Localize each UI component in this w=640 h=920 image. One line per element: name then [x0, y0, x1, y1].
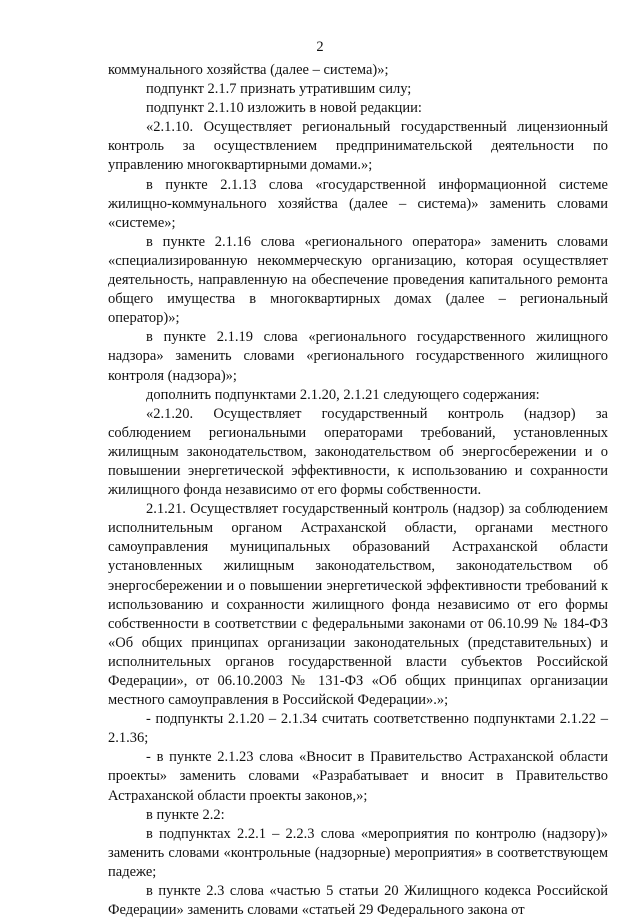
document-body — [108, 61, 608, 920]
paragraph: коммунального хозяйства (далее – система)»; — [108, 62, 389, 78]
paragraph: - в пункте 2.1.23 слова «Вносит в Правительство Астраханской области проекты» заменить словами «Разрабатывает и вносит в Правительство Астраханской области проекты законов,»; — [108, 749, 608, 804]
paragraph: в пункте 2.1.13 слова «государственной информационной системе жилищно-коммунального хозяйства (далее – система)» заменить словами «системе»; — [108, 176, 608, 231]
paragraph: 2.1.21. Осуществляет государственный контроль (надзор) за соблюдением исполнительным органом Астраханской области, органами местного самоуправления муниципальных образований Астраханской области установленных жилищным законодательством, законодательством об энергосбережении и о повышении энергетической эффективности требований к использованию и сохранности жилищного фонда независимо от его формы собственности в соответствии с федеральными законами от 06.10.99 № 184-ФЗ «Об общих принципах организации законодательных (представительных) и исполнительных органов государственной власти субъектов Российской Федерации», от 06.10.2003 № 131-ФЗ «Об общих принципах организации местного самоуправления в Российской Федерации».»; — [108, 501, 608, 709]
paragraph: в пункте 2.3 слова «частью 5 статьи 20 Жилищного кодекса Российской Федерации» заменить словами «статьей 29 Федерального закона от — [108, 883, 608, 919]
paragraph: - подпункты 2.1.20 – 2.1.34 считать соответственно подпунктами 2.1.22 – 2.1.36; — [108, 711, 608, 747]
paragraph: в пункте 2.1.16 слова «регионального оператора» заменить словами «специализированную некоммерческую организацию, которая осуществляет деятельность, направленную на обеспечение проведения капитального ремонта общего имущества в многоквартирных домах (далее – региональный оператор)»; — [108, 233, 608, 327]
paragraph: в подпунктах 2.2.1 – 2.2.3 слова «мероприятия по контролю (надзору)» заменить словами «контрольные (надзорные) мероприятия» в соответствующем падеже; — [108, 825, 608, 880]
paragraph: подпункт 2.1.10 изложить в новой редакции: — [146, 100, 422, 117]
page-number: 2 — [316, 39, 324, 55]
paragraph: в пункте 2.2: — [146, 806, 225, 823]
paragraph: в пункте 2.1.19 слова «регионального государственного жилищного надзора» заменить словами «регионального государственного жилищного контроля (надзора)»; — [108, 329, 608, 384]
paragraph: «2.1.10. Осуществляет региональный государственный лицензионный контроль за осуществлением предпринимательской деятельности по управлению многоквартирными домами.»; — [108, 119, 608, 174]
paragraph: подпункт 2.1.7 признать утратившим силу; — [146, 81, 412, 98]
paragraph: «2.1.20. Осуществляет государственный контроль (надзор) за соблюдением региональными операторами требований, установленных жилищным законодательством, законодательством об энергосбережении и о повышении энергетической эффективности, к использованию и сохранности жилищного фонда независимо от его формы собственности. — [108, 405, 608, 499]
paragraph: дополнить подпунктами 2.1.20, 2.1.21 следующего содержания: — [146, 386, 540, 403]
